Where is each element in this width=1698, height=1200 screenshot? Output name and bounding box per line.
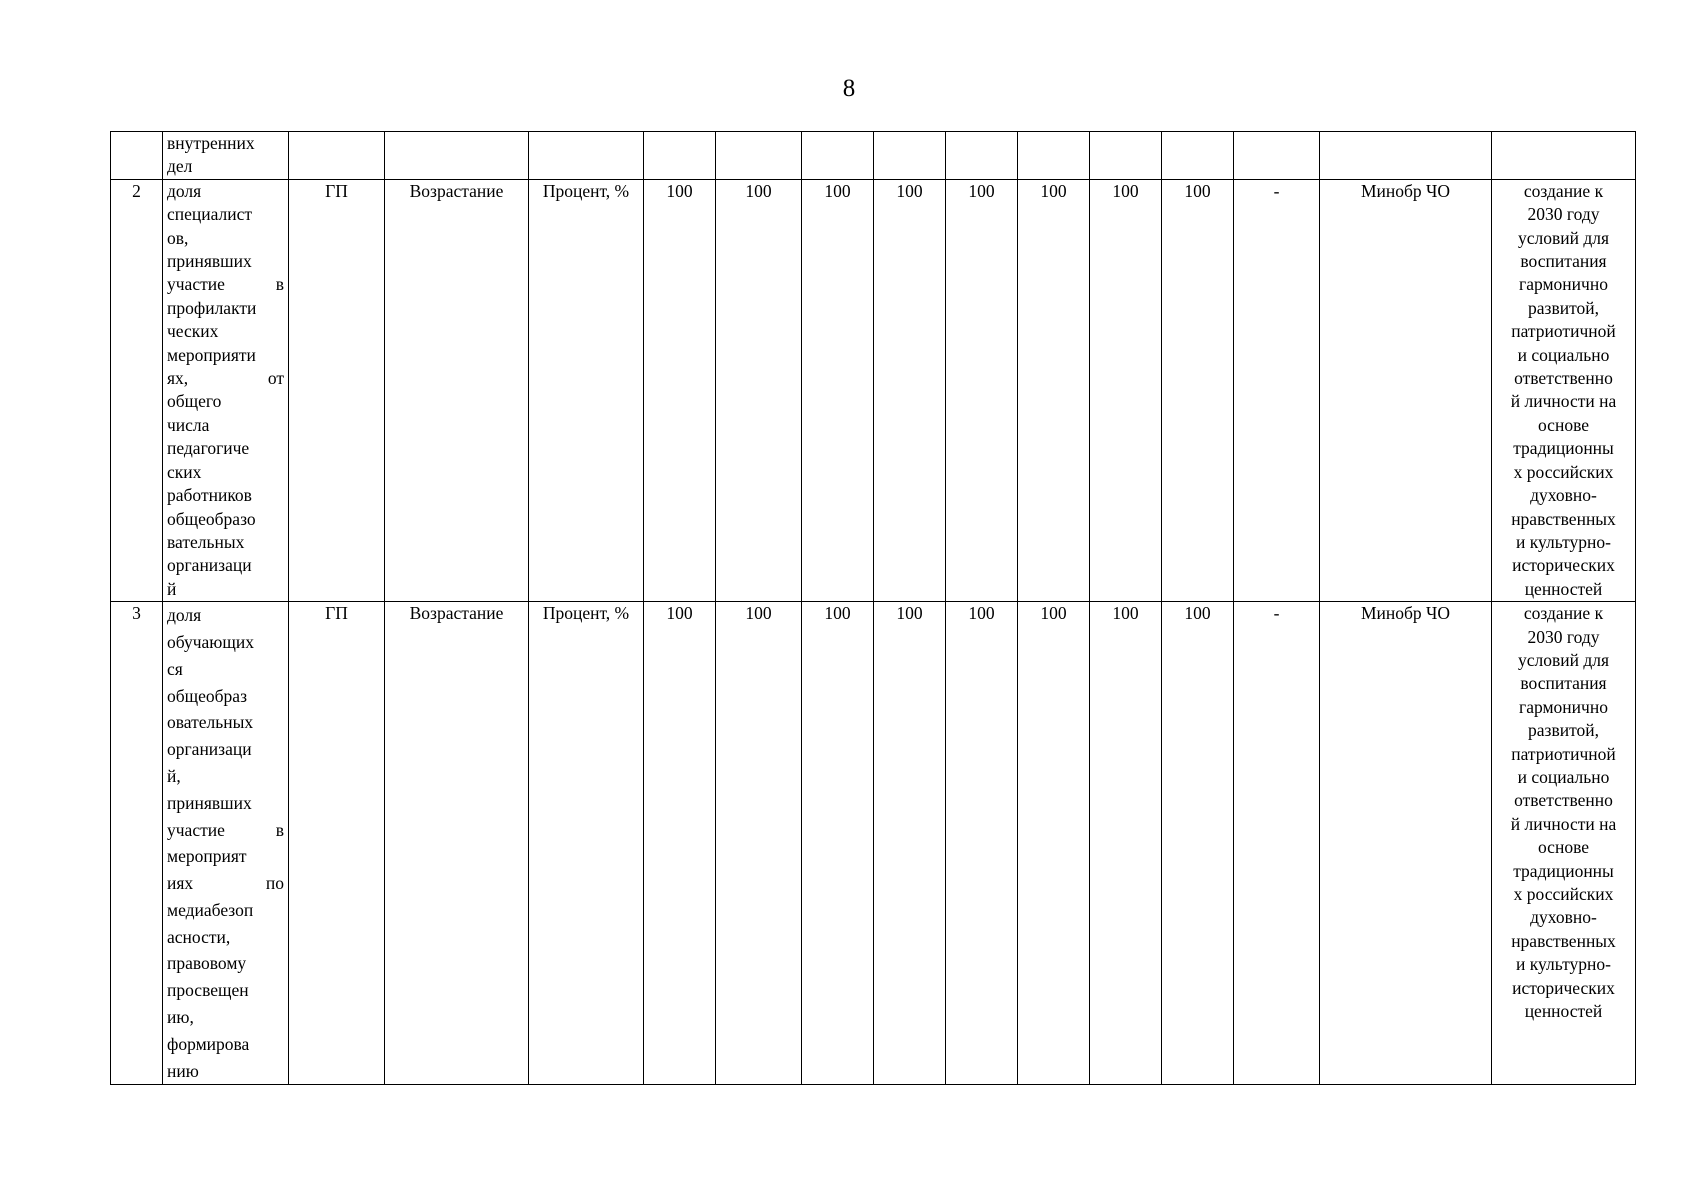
cell-value: 100 bbox=[1090, 602, 1162, 1085]
cell-extra: - bbox=[1234, 602, 1320, 1085]
goal-line: ответственно bbox=[1514, 790, 1613, 811]
cell-value bbox=[802, 132, 874, 180]
goal-line: духовно- bbox=[1530, 485, 1597, 506]
goal-line: нравственных bbox=[1511, 508, 1616, 529]
cell-direction bbox=[385, 132, 529, 180]
name-line: профилакти bbox=[167, 297, 257, 318]
cell-value: 100 bbox=[1162, 602, 1234, 1085]
cell-responsible: Минобр ЧО bbox=[1320, 179, 1492, 601]
page-number: 8 bbox=[842, 75, 856, 102]
cell-value bbox=[874, 132, 946, 180]
name-line: формирова bbox=[167, 1033, 250, 1054]
cell-value bbox=[1018, 132, 1090, 180]
cell-value: 100 bbox=[802, 179, 874, 601]
name-line: специалист bbox=[167, 204, 253, 225]
goal-line: и культурно- bbox=[1516, 531, 1611, 552]
name-line: ях, от bbox=[167, 368, 284, 389]
cell-value bbox=[1090, 132, 1162, 180]
cell-unit: Процент, % bbox=[529, 179, 644, 601]
name-line: просвещен bbox=[167, 980, 249, 1001]
table-row bbox=[111, 179, 1636, 601]
goal-line: 2030 году bbox=[1527, 626, 1600, 647]
cell-value: 100 bbox=[802, 602, 874, 1085]
name-line: участие в bbox=[167, 819, 284, 840]
name-line: мероприяти bbox=[167, 344, 256, 365]
cell-unit bbox=[529, 132, 644, 180]
name-line: ию, bbox=[167, 1007, 194, 1028]
cell-value: 100 bbox=[946, 179, 1018, 601]
goal-line: создание к bbox=[1523, 180, 1604, 201]
table-row bbox=[111, 602, 1636, 1085]
goal-line: традиционны bbox=[1513, 438, 1614, 459]
cell-extra bbox=[1234, 132, 1320, 180]
goal-line: х российских bbox=[1513, 461, 1614, 482]
cell-value bbox=[644, 132, 716, 180]
goal-line: гармонично bbox=[1519, 274, 1608, 295]
name-line: медиабезоп bbox=[167, 899, 254, 920]
name-line: ов, bbox=[167, 227, 189, 248]
table-row-continuation bbox=[111, 132, 1636, 180]
goal-line: ценностей bbox=[1524, 1001, 1603, 1022]
cell-num: 2 bbox=[111, 179, 163, 601]
cell-type: ГП bbox=[289, 602, 385, 1085]
goal-line: исторических bbox=[1512, 977, 1615, 998]
name-line: вательных bbox=[167, 531, 245, 552]
goal-line: и социально bbox=[1517, 766, 1610, 787]
goal-line: гармонично bbox=[1519, 696, 1608, 717]
cell-value: 100 bbox=[716, 602, 802, 1085]
cell-value: 100 bbox=[644, 179, 716, 601]
goal-line: нравственных bbox=[1511, 930, 1616, 951]
name-line: общеобраз bbox=[167, 685, 247, 706]
name-line: ческих bbox=[167, 321, 219, 342]
cell-value: 100 bbox=[1018, 179, 1090, 601]
name-line: доля bbox=[167, 605, 202, 626]
goal-line: воспитания bbox=[1520, 251, 1607, 272]
cell-num: 3 bbox=[111, 602, 163, 1085]
goal-line: й личности на bbox=[1510, 391, 1617, 412]
goal-line: ценностей bbox=[1524, 578, 1603, 599]
cell-goal bbox=[1492, 179, 1636, 601]
cell-value: 100 bbox=[874, 179, 946, 601]
goal-line: й личности на bbox=[1510, 813, 1617, 834]
name-line: организаци bbox=[167, 555, 252, 576]
cell-value: 100 bbox=[1162, 179, 1234, 601]
name-line: общего bbox=[167, 391, 222, 412]
cell-value: 100 bbox=[946, 602, 1018, 1085]
name-line: доля bbox=[167, 180, 202, 201]
cell-responsible: Минобр ЧО bbox=[1320, 602, 1492, 1085]
cell-value: 100 bbox=[716, 179, 802, 601]
goal-line: воспитания bbox=[1520, 673, 1607, 694]
goal-line: х российских bbox=[1513, 884, 1614, 904]
name-line: асности, bbox=[167, 926, 231, 947]
name-line: организаци bbox=[167, 739, 252, 760]
cell-goal bbox=[1492, 602, 1636, 1085]
goal-line: духовно- bbox=[1530, 907, 1597, 928]
name-line: мероприят bbox=[167, 846, 247, 867]
cell-type bbox=[289, 132, 385, 180]
cell-value bbox=[1162, 132, 1234, 180]
goal-line: и культурно- bbox=[1516, 954, 1611, 975]
name-line: ся bbox=[167, 658, 183, 679]
goal-line: традиционны bbox=[1513, 860, 1614, 881]
goal-line: развитой, bbox=[1528, 720, 1599, 741]
cell-num bbox=[111, 132, 163, 180]
goal-line: исторических bbox=[1512, 555, 1615, 576]
indicators-table bbox=[110, 131, 1636, 1085]
name-line: общеобразо bbox=[167, 508, 256, 529]
name-line: овательных bbox=[167, 712, 254, 733]
goal-line: ответственно bbox=[1514, 368, 1613, 389]
goal-line: условий для bbox=[1517, 649, 1610, 670]
goal-line: создание к bbox=[1523, 603, 1604, 624]
name-line: принявших bbox=[167, 251, 252, 272]
goal-line: патриотичной bbox=[1511, 321, 1616, 342]
goal-line: основе bbox=[1538, 837, 1589, 858]
goal-line: основе bbox=[1538, 414, 1589, 435]
cell-name bbox=[163, 179, 289, 601]
name-line: внутренних bbox=[167, 133, 255, 153]
cell-direction: Возрастание bbox=[385, 602, 529, 1085]
goal-line: и социально bbox=[1517, 344, 1610, 365]
cell-value: 100 bbox=[1018, 602, 1090, 1085]
goal-line: условий для bbox=[1517, 227, 1610, 248]
goal-line: 2030 году bbox=[1527, 204, 1600, 225]
cell-type: ГП bbox=[289, 179, 385, 601]
cell-value: 100 bbox=[874, 602, 946, 1085]
cell-direction: Возрастание bbox=[385, 179, 529, 601]
name-line: ских bbox=[167, 461, 202, 482]
cell-goal bbox=[1492, 132, 1636, 180]
cell-value: 100 bbox=[644, 602, 716, 1085]
name-line: участие в bbox=[167, 274, 284, 295]
name-line: принявших bbox=[167, 792, 252, 813]
name-line: числа bbox=[167, 414, 210, 435]
name-line: дел bbox=[167, 156, 193, 177]
cell-value bbox=[716, 132, 802, 180]
name-line: правовому bbox=[167, 953, 247, 974]
name-line: обучающих bbox=[167, 631, 254, 652]
cell-name bbox=[163, 602, 289, 1085]
cell-name bbox=[163, 132, 289, 180]
goal-line: патриотичной bbox=[1511, 743, 1616, 764]
cell-value: 100 bbox=[1090, 179, 1162, 601]
cell-unit: Процент, % bbox=[529, 602, 644, 1085]
name-line: нию bbox=[167, 1060, 199, 1081]
cell-extra: - bbox=[1234, 179, 1320, 601]
cell-responsible bbox=[1320, 132, 1492, 180]
name-line: педагогиче bbox=[167, 438, 250, 459]
name-line: работников bbox=[167, 485, 252, 506]
cell-value bbox=[946, 132, 1018, 180]
name-line: й, bbox=[167, 765, 181, 786]
name-line: иях по bbox=[167, 873, 284, 894]
goal-line: развитой, bbox=[1528, 297, 1599, 318]
name-line: й bbox=[167, 578, 177, 599]
